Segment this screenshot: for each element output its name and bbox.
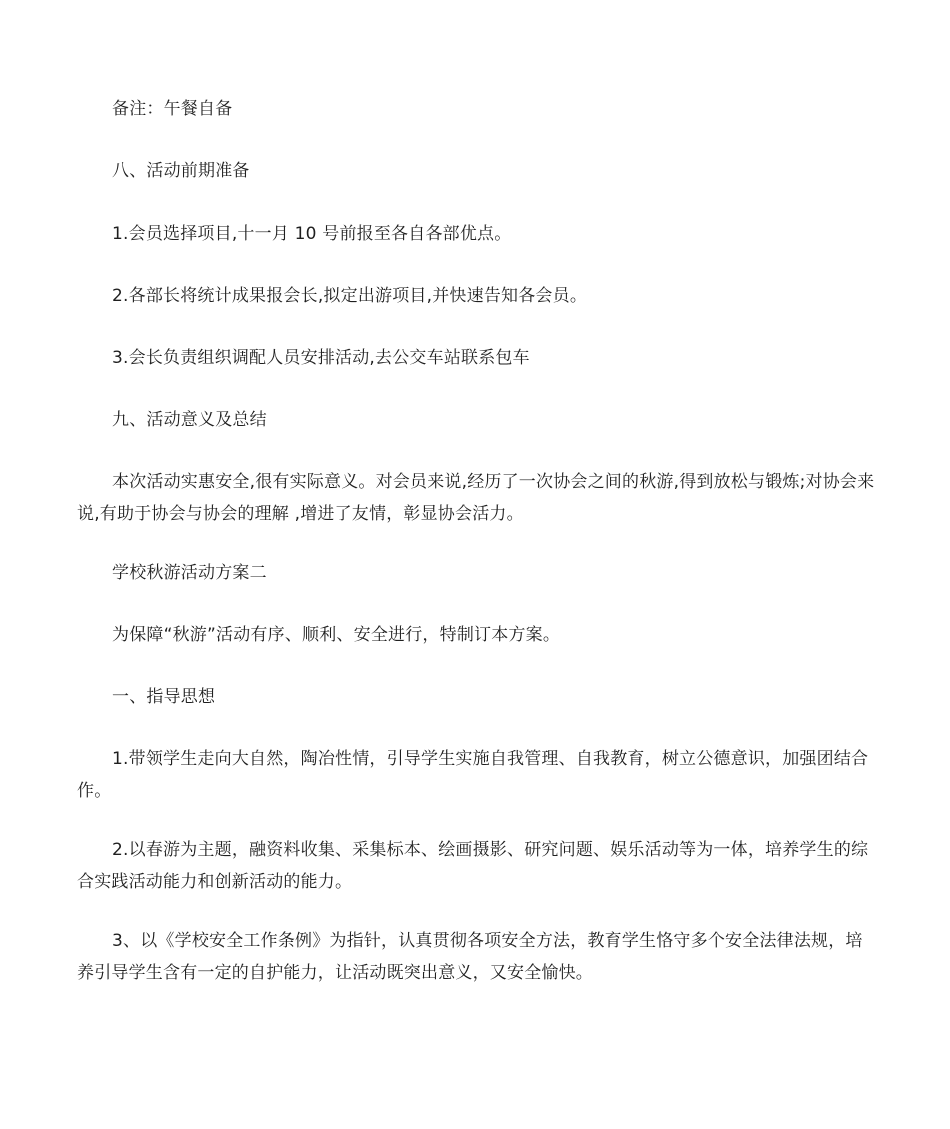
significance-paragraph: 本次活动实惠安全,很有实际意义。对会员来说,经历了一次协会之间的秋游,得到放松与锻炼;对协会来说,有助于协会与协会的理解 ,增进了友情，彰显协会活力。 <box>77 472 875 524</box>
preparation-item-3: 3.会长负责组织调配人员安排活动,去公交车站联系包车 <box>112 348 530 368</box>
ideology-item-1: 1.带领学生走向大自然，陶冶性情，引导学生实施自我管理、自我教育，树立公德意识，加强团结合作。 <box>77 749 869 801</box>
plan-two-title: 学校秋游活动方案二 <box>112 563 267 583</box>
preparation-item-2: 2.各部长将统计成果报会长,拟定出游项目,并快速告知各会员。 <box>112 286 588 306</box>
preparation-item-1: 1.会员选择项目,十一月 10 号前报至各自各部优点。 <box>112 224 512 244</box>
ideology-item-3: 3、以《学校安全工作条例》为指针，认真贯彻各项安全方法，教育学生恪守多个安全法律法规，培养引导学生含有一定的自护能力，让活动既突出意义，又安全愉快。 <box>77 931 863 983</box>
note-lunch: 备注：午餐自备 <box>112 99 233 119</box>
section-heading-guiding-ideology: 一、指导思想 <box>112 687 216 707</box>
plan-two-intro: 为保障“秋游”活动有序、顺利、安全进行，特制订本方案。 <box>112 625 561 645</box>
section-heading-preparation: 八、活动前期准备 <box>112 161 250 181</box>
section-heading-significance: 九、活动意义及总结 <box>112 410 267 430</box>
ideology-item-2: 2.以春游为主题，融资料收集、采集标本、绘画摄影、研究问题、娱乐活动等为一体，培养学生的综合实践活动能力和创新活动的能力。 <box>77 840 869 892</box>
